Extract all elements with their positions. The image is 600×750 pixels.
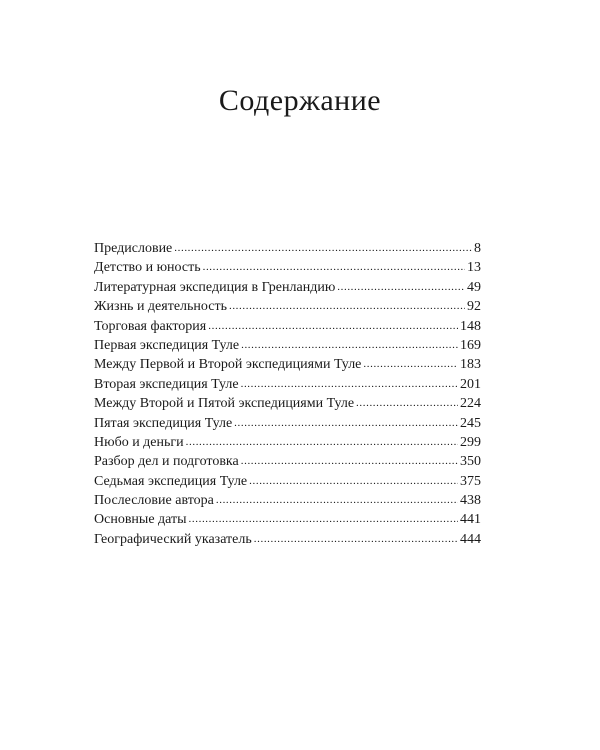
toc-entry-page: 299 (460, 434, 481, 450)
toc-entry-page: 169 (460, 337, 481, 353)
toc-entry[interactable] (94, 258, 481, 277)
toc-entry[interactable] (94, 530, 481, 549)
toc-entry[interactable] (94, 278, 481, 297)
page-title: Содержание (218, 84, 382, 117)
toc-entry-page: 8 (474, 241, 481, 256)
toc-entry-label: Пятая экспедиция Туле (94, 415, 233, 431)
toc-entry-page: 13 (467, 260, 481, 276)
toc-entry[interactable] (94, 472, 481, 491)
toc-entry[interactable] (94, 433, 481, 452)
toc-leader-dots (363, 354, 458, 374)
toc-entry-label: Торговая фактория (94, 318, 207, 334)
toc-entry-label: Основные даты (94, 512, 187, 528)
toc-leader-dots (241, 335, 458, 355)
toc-leader-dots (229, 296, 465, 316)
toc-entry-page: 375 (460, 473, 481, 489)
toc-leader-dots (186, 432, 458, 452)
toc-entry[interactable] (94, 375, 481, 394)
toc-entry-label: Между Первой и Второй экспедициями Туле (94, 357, 362, 373)
toc-entry-page: 441 (460, 512, 481, 528)
toc-entry-page: 444 (460, 531, 481, 547)
toc-entry-label: Географический указатель (94, 531, 252, 547)
toc-entry-label: Предисловие (94, 241, 173, 256)
toc-leader-dots (174, 238, 472, 258)
toc-leader-dots (337, 277, 465, 297)
toc-leader-dots (254, 529, 458, 549)
toc-entry-label: Вторая экспедиция Туле (94, 376, 239, 392)
toc-leader-dots (216, 490, 458, 510)
toc-entry-page: 224 (460, 396, 481, 412)
toc-entry-label: Жизнь и деятельность (94, 299, 227, 315)
toc-entry-page: 350 (460, 454, 481, 470)
toc-leader-dots (249, 471, 458, 491)
toc-leader-dots (356, 393, 458, 413)
toc-entry-label: Нюбо и деньги (94, 434, 184, 450)
toc-entry-page: 438 (460, 493, 481, 509)
toc-entry[interactable] (94, 355, 481, 374)
toc-entry-page: 148 (460, 318, 481, 334)
toc-entry-label: Литературная экспедиция в Гренландию (94, 279, 336, 295)
toc-entry[interactable] (94, 510, 481, 529)
toc-leader-dots (189, 509, 458, 529)
toc-leader-dots (208, 316, 458, 336)
toc-entry-label: Седьмая экспедиция Туле (94, 473, 248, 489)
toc-entry[interactable] (94, 491, 481, 510)
toc-entry-label: Разбор дел и подготовка (94, 454, 239, 470)
toc-entry-label: Первая экспедиция Туле (94, 337, 240, 353)
toc-entry[interactable] (94, 297, 481, 316)
table-of-contents (94, 239, 481, 549)
toc-entry[interactable] (94, 414, 481, 433)
toc-entry-label: Послесловие автора (94, 493, 214, 509)
toc-entry[interactable] (94, 394, 481, 413)
toc-entry[interactable] (94, 317, 481, 336)
toc-entry-page: 201 (460, 376, 481, 392)
toc-leader-dots (203, 257, 465, 277)
toc-entry-page: 49 (467, 279, 481, 295)
toc-leader-dots (241, 374, 458, 394)
toc-entry-page: 92 (467, 299, 481, 315)
toc-entry[interactable] (94, 336, 481, 355)
toc-entry[interactable] (94, 239, 481, 258)
toc-leader-dots (234, 413, 458, 433)
toc-leader-dots (241, 451, 458, 471)
toc-entry-page: 245 (460, 415, 481, 431)
toc-entry-page: 183 (460, 357, 481, 373)
toc-entry[interactable] (94, 452, 481, 471)
toc-entry-label: Детство и юность (94, 260, 201, 276)
toc-entry-label: Между Второй и Пятой экспедициями Туле (94, 396, 355, 412)
